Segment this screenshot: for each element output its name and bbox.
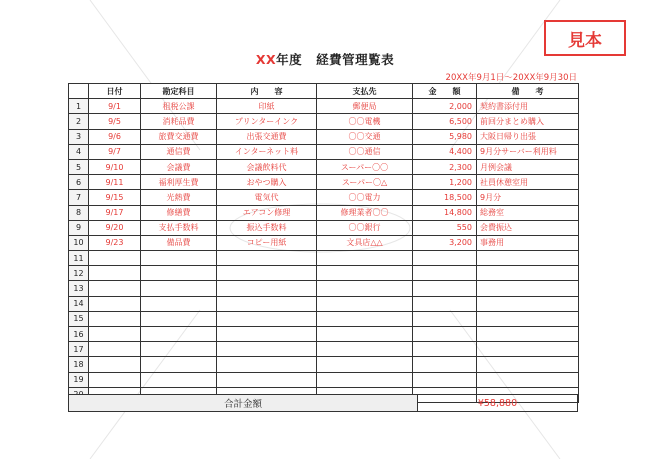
row-number: 17 [69,342,89,357]
cell-content [217,311,317,326]
cell-note [477,357,579,372]
cell-amount: 550 [413,220,477,235]
table-row [69,235,579,250]
cell-date: 9/20 [89,220,141,235]
cell-content [217,357,317,372]
cell-content [217,296,317,311]
cell-account [141,266,217,281]
cell-content: 印紙 [217,99,317,114]
cell-account: 支払手数料 [141,220,217,235]
table-row [69,129,579,144]
cell-date: 9/11 [89,175,141,190]
cell-content: コピー用紙 [217,235,317,250]
cell-note: 総務室 [477,205,579,220]
row-number: 18 [69,357,89,372]
cell-account: 光熱費 [141,190,217,205]
row-number: 3 [69,129,89,144]
cell-payee: 修理業者〇〇 [317,205,413,220]
header-note: 備 考 [477,84,579,99]
cell-content: 振込手数料 [217,220,317,235]
header-date: 日付 [89,84,141,99]
cell-note [477,251,579,266]
row-number: 14 [69,296,89,311]
row-number: 8 [69,205,89,220]
cell-note: 会費振込 [477,220,579,235]
cell-amount: 14,800 [413,205,477,220]
cell-content [217,251,317,266]
table-row [69,159,579,174]
cell-date [89,357,141,372]
title-rest: 経費管理覧表 [316,52,395,67]
header-content: 内 容 [217,84,317,99]
cell-content: 会議飲料代 [217,159,317,174]
cell-date: 9/15 [89,190,141,205]
cell-note [477,327,579,342]
cell-payee [317,281,413,296]
table-row [69,357,579,372]
table-row [69,114,579,129]
cell-date: 9/17 [89,205,141,220]
cell-amount [413,311,477,326]
cell-amount [413,266,477,281]
cell-account [141,296,217,311]
row-number: 19 [69,372,89,387]
cell-note: 9月分サーバー利用料 [477,144,579,159]
cell-date: 9/7 [89,144,141,159]
cell-content: インターネット料 [217,144,317,159]
cell-amount: 4,400 [413,144,477,159]
cell-content [217,372,317,387]
cell-amount [413,357,477,372]
cell-payee: 〇〇電力 [317,190,413,205]
cell-account [141,311,217,326]
cell-amount [413,342,477,357]
cell-note: 事務用 [477,235,579,250]
cell-content: エアコン修理 [217,205,317,220]
cell-date [89,342,141,357]
row-number: 6 [69,175,89,190]
cell-payee: 〇〇通信 [317,144,413,159]
cell-payee [317,296,413,311]
cell-payee: 郵便局 [317,99,413,114]
cell-payee [317,311,413,326]
cell-content [217,342,317,357]
cell-payee [317,342,413,357]
table-row [69,220,579,235]
cell-content [217,327,317,342]
cell-date: 9/10 [89,159,141,174]
cell-date: 9/23 [89,235,141,250]
cell-note [477,296,579,311]
cell-account: 福利厚生費 [141,175,217,190]
cell-note: 月例会議 [477,159,579,174]
cell-account: 通信費 [141,144,217,159]
row-number: 12 [69,266,89,281]
header-payee: 支払先 [317,84,413,99]
cell-date [89,251,141,266]
table-row [69,205,579,220]
cell-content [217,266,317,281]
table-row [69,175,579,190]
totals-bar [68,394,578,412]
cell-account [141,357,217,372]
cell-content: 出張交通費 [217,129,317,144]
table-row [69,311,579,326]
cell-date [89,372,141,387]
row-number: 16 [69,327,89,342]
cell-content [217,281,317,296]
cell-payee: スーパー〇△ [317,175,413,190]
cell-amount [413,251,477,266]
cell-amount [413,281,477,296]
total-amount: ¥58,880 [477,397,518,409]
row-number: 10 [69,235,89,250]
cell-amount: 6,500 [413,114,477,129]
cell-payee: 文具店△△ [317,235,413,250]
cell-payee [317,266,413,281]
cell-amount: 3,200 [413,235,477,250]
table-row [69,251,579,266]
cell-amount [413,327,477,342]
cell-date: 9/5 [89,114,141,129]
row-number: 4 [69,144,89,159]
total-label: 合計金額 [69,395,418,411]
cell-account: 備品費 [141,235,217,250]
table-row [69,99,579,114]
cell-account [141,342,217,357]
cell-payee: 〇〇交通 [317,129,413,144]
cell-date [89,327,141,342]
cell-account [141,327,217,342]
cell-date [89,311,141,326]
cell-date [89,266,141,281]
cell-payee: 〇〇銀行 [317,220,413,235]
cell-note [477,311,579,326]
row-number: 13 [69,281,89,296]
table-row [69,281,579,296]
cell-account [141,251,217,266]
cell-account: 修繕費 [141,205,217,220]
header-row [69,84,579,99]
cell-date: 9/1 [89,99,141,114]
title-prefix: XX [255,52,277,67]
cell-amount: 2,300 [413,159,477,174]
table-row [69,342,579,357]
cell-date [89,281,141,296]
expense-table [68,83,579,403]
cell-amount: 1,200 [413,175,477,190]
cell-note [477,266,579,281]
row-number: 9 [69,220,89,235]
cell-payee: スーパー〇〇 [317,159,413,174]
header-account: 勘定科目 [141,84,217,99]
cell-payee [317,327,413,342]
page-title [0,50,650,68]
table-row [69,372,579,387]
cell-note: 9月分 [477,190,579,205]
row-number: 5 [69,159,89,174]
table-row [69,190,579,205]
table-row [69,296,579,311]
cell-note: 前回分まとめ購入 [477,114,579,129]
cell-note: 社員休憩室用 [477,175,579,190]
cell-date [89,296,141,311]
row-number: 11 [69,251,89,266]
period-range: 20XX年9月1日～20XX年9月30日 [445,73,577,83]
cell-note [477,372,579,387]
table-body [69,99,579,403]
header-amount: 金 額 [413,84,477,99]
cell-note [477,281,579,296]
cell-account: 会議費 [141,159,217,174]
cell-payee [317,251,413,266]
table-row [69,266,579,281]
cell-account [141,281,217,296]
row-number: 15 [69,311,89,326]
cell-content: おやつ購入 [217,175,317,190]
row-number: 7 [69,190,89,205]
cell-note: 契約書添付用 [477,99,579,114]
row-number: 1 [69,99,89,114]
cell-amount: 18,500 [413,190,477,205]
header-no [69,84,89,99]
cell-account [141,372,217,387]
row-number: 2 [69,114,89,129]
table-row [69,144,579,159]
table-row [69,327,579,342]
title-main: 年度 [276,52,303,67]
cell-amount [413,296,477,311]
cell-note: 大阪日帰り出張 [477,129,579,144]
sample-stamp: 見本 [544,20,626,56]
cell-amount: 5,980 [413,129,477,144]
cell-payee: 〇〇電機 [317,114,413,129]
cell-content: プリンターインク [217,114,317,129]
cell-payee [317,357,413,372]
cell-account: 租税公課 [141,99,217,114]
cell-date: 9/6 [89,129,141,144]
cell-account: 消耗品費 [141,114,217,129]
cell-amount: 2,000 [413,99,477,114]
cell-payee [317,372,413,387]
cell-content: 電気代 [217,190,317,205]
cell-amount [413,372,477,387]
cell-account: 旅費交通費 [141,129,217,144]
cell-note [477,342,579,357]
